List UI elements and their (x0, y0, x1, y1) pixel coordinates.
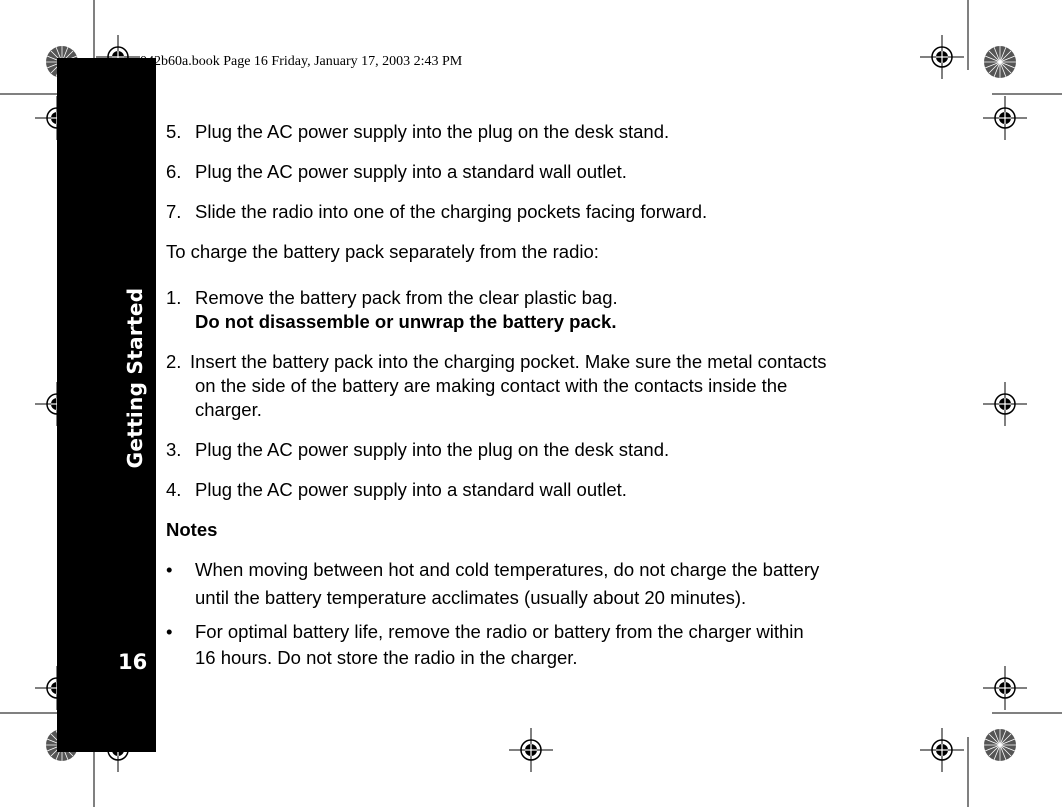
note-text: For optimal battery life, remove the radio or battery from the charger within (195, 621, 804, 642)
bullet-icon: • (166, 621, 173, 642)
star-target-mark (984, 729, 1016, 761)
step-number: 1. (166, 287, 182, 308)
step-text: Insert the battery pack into the charging pocket. Make sure the metal contacts (190, 351, 827, 372)
page-number: 16 (118, 650, 148, 674)
note-text: until the battery temperature acclimates (usually about 20 minutes). (195, 587, 747, 608)
chapter-title: Getting Started (123, 287, 147, 469)
step-text: Slide the radio into one of the charging pockets facing forward. (195, 201, 708, 222)
step-number: 2. (166, 351, 182, 372)
step-number: 7. (166, 201, 182, 222)
crosshair-mark (509, 728, 553, 772)
crosshair-mark (983, 96, 1027, 140)
intro-text: To charge the battery pack separately from the radio: (166, 241, 599, 262)
step-text: on the side of the battery are making contact with the contacts inside the (195, 375, 788, 396)
step-number: 4. (166, 479, 182, 500)
step-number: 3. (166, 439, 182, 460)
step-text: Plug the AC power supply into a standard wall outlet. (195, 161, 627, 182)
crosshair-mark (983, 666, 1027, 710)
notes-heading: Notes (166, 519, 218, 540)
crosshair-mark (983, 382, 1027, 426)
bullet-icon: • (166, 559, 173, 580)
note-text: When moving between hot and cold temperatures, do not charge the battery (195, 559, 820, 580)
step-number: 6. (166, 161, 182, 182)
note-text: 16 hours. Do not store the radio in the charger. (195, 647, 578, 668)
crosshair-mark (920, 35, 964, 79)
crosshair-mark (920, 728, 964, 772)
step-number: 5. (166, 121, 182, 142)
step-text: Remove the battery pack from the clear plastic bag. (195, 287, 618, 308)
star-target-mark (984, 46, 1016, 78)
warning-text: Do not disassemble or unwrap the battery pack. (195, 311, 617, 332)
step-text: charger. (195, 399, 262, 420)
step-text: Plug the AC power supply into the plug on the desk stand. (195, 439, 670, 460)
step-text: Plug the AC power supply into a standard wall outlet. (195, 479, 627, 500)
book-file-header: 042b60a.book Page 16 Friday, January 17, 2003 2:43 PM (140, 54, 463, 69)
step-text: Plug the AC power supply into the plug on the desk stand. (195, 121, 670, 142)
